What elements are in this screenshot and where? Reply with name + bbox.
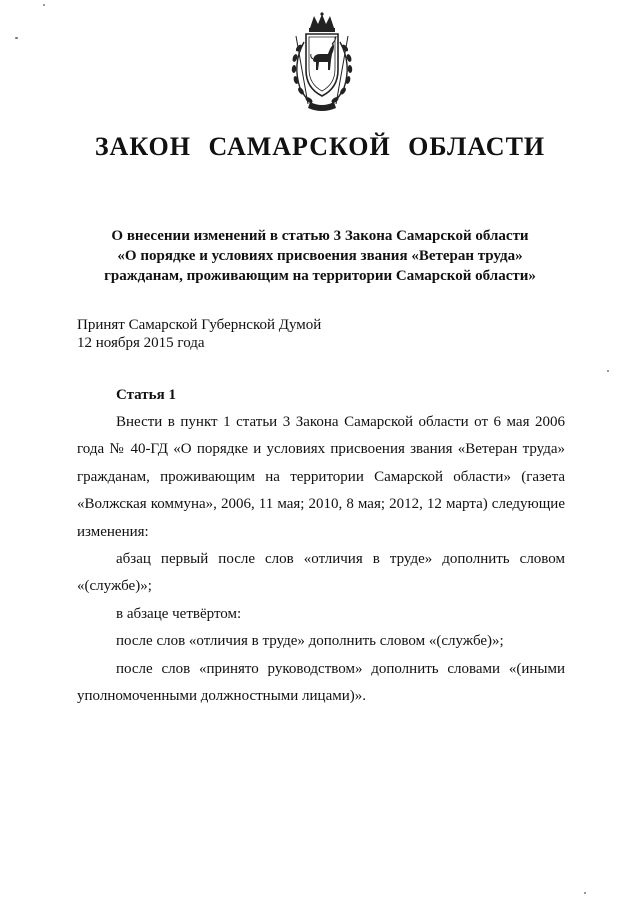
law-title: ЗАКОН САМАРСКОЙ ОБЛАСТИ [94, 132, 546, 161]
article-paragraph: после слов «отличия в труде» дополнить словом «(службе)»; [116, 633, 504, 650]
scan-speck [43, 4, 45, 6]
subtitle-line: гражданам, проживающим на территории Самарской области» [104, 268, 536, 284]
article-paragraph: абзац первый после слов «отличия в труде» дополнить словом «(службе)»; [77, 551, 565, 595]
article-heading: Статья 1 [116, 387, 176, 403]
adoption-body: Принят Самарской Губернской Думой [77, 317, 322, 333]
adoption-date: 12 ноября 2015 года [77, 335, 205, 351]
adoption-note [77, 316, 321, 352]
article-paragraph: в абзаце четвёртом: [116, 605, 242, 622]
scan-speck [607, 370, 609, 372]
subtitle-line: «О порядке и условиях присвоения звания «Ветеран труда» [117, 248, 523, 264]
subtitle-line: О внесении изменений в статью 3 Закона Самарской области [111, 228, 529, 244]
law-subtitle [60, 226, 580, 286]
scan-speck [584, 892, 586, 894]
article-body [77, 409, 565, 710]
article-paragraph: после слов «принято руководством» дополнить словами «(иными уполномоченными должностными лицами)». [77, 660, 565, 705]
article-paragraph: Внести в пункт 1 статьи 3 Закона Самарской области от 6 мая 2006 года № 40-ГД «О порядке и условиях присвоения звания «Ветеран труда» гражданам, проживающим на территории Самарской области» (газета «Волжская коммуна», 2006, 11 мая; 2010, 8 мая; 2012, 12 марта) следующие изменения: [77, 414, 565, 540]
scan-speck [15, 37, 18, 39]
samara-coat-of-arms-icon [286, 12, 358, 116]
